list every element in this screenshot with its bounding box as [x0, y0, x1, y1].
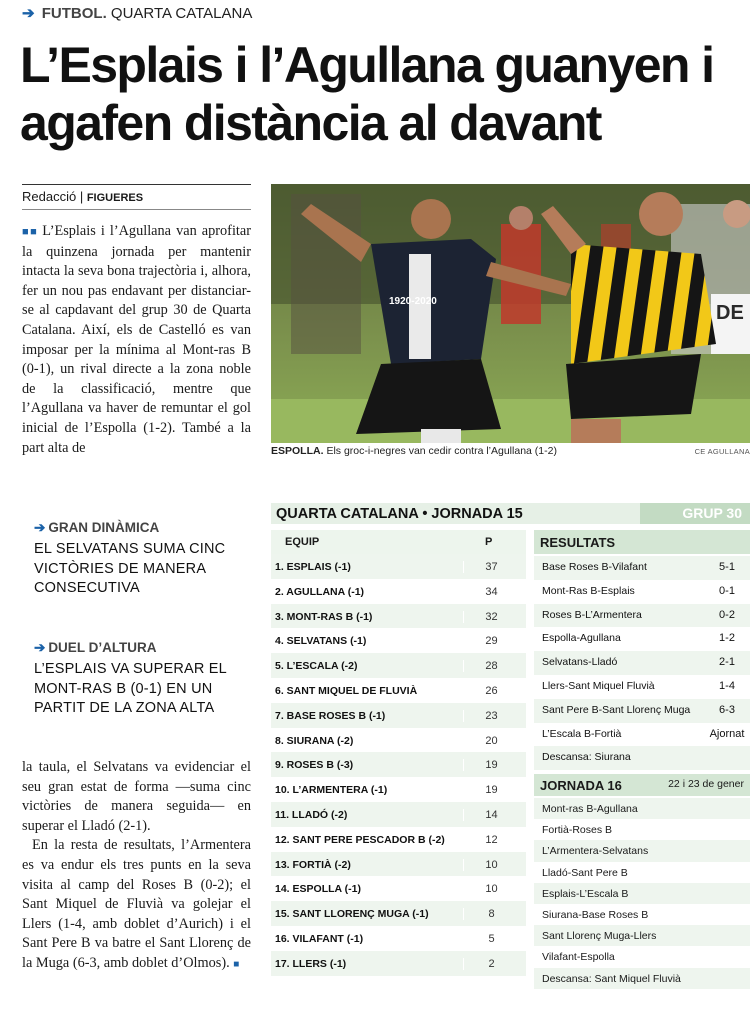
caption-text: Els groc-i-negres van cedir contra l’Agullana (1-2)	[326, 445, 557, 457]
sidebar-kicker: DUEL D’ALTURA	[48, 640, 157, 655]
byline-separator: |	[79, 189, 87, 204]
end-mark-icon: ■	[233, 958, 240, 970]
article-paragraph-1	[22, 222, 251, 458]
caption-label: ESPOLLA.	[271, 445, 324, 457]
team-points: 10	[463, 859, 519, 871]
column-team: EQUIP	[285, 536, 320, 548]
team-points: 12	[463, 834, 519, 846]
headline: L’Esplais i l’Agullana guanyen i agafen distància al davant	[20, 37, 714, 151]
team-points: 2	[463, 958, 519, 970]
result-row	[534, 675, 750, 699]
team-points: 37	[463, 561, 519, 573]
result-match: Sant Pere B-Sant Llorenç Muga	[542, 703, 691, 716]
table-row	[271, 951, 526, 976]
sidebar-text: EL SELVATANS SUMA CINC VICTÒRIES DE MANERA CONSECUTIVA	[34, 541, 226, 596]
sidebar-text: L’ESPLAIS VA SUPERAR EL MONT-RAS B (0-1) EN UN PARTIT DE LA ZONA ALTA	[34, 661, 227, 716]
results-header	[534, 530, 750, 554]
fixtures-list	[534, 798, 750, 989]
table-row	[271, 678, 526, 703]
team-name: 3. MONT-RAS B (-1)	[275, 610, 373, 623]
team-name: 4. SELVATANS (-1)	[275, 635, 367, 648]
arrow-right-icon: ➔	[22, 5, 35, 22]
team-points: 34	[463, 586, 519, 598]
fixture-row	[534, 968, 750, 989]
result-match: Espolla-Agullana	[542, 632, 621, 645]
fixture-row	[534, 904, 750, 925]
table-row	[271, 703, 526, 728]
byline-city: FIGUERES	[86, 192, 144, 204]
table-row	[271, 926, 526, 951]
result-row	[534, 556, 750, 580]
result-score: 1-2	[719, 632, 735, 645]
result-match: Llers-Sant Miquel Fluvià	[542, 679, 655, 692]
photo-credit: CE AGULLANA	[694, 447, 750, 456]
table-title: QUARTA CATALANA • JORNADA 15	[276, 506, 523, 522]
byline-author: Redacció	[22, 189, 77, 204]
team-name: 10. L’ARMENTERA (-1)	[275, 784, 388, 797]
team-name: 6. SANT MIQUEL DE FLUVIÀ	[275, 684, 418, 697]
team-points: 20	[463, 735, 519, 747]
fixture-match: Siurana-Base Roses B	[542, 908, 649, 921]
team-points: 29	[463, 635, 519, 647]
result-match: Base Roses B-Vilafant	[542, 561, 647, 573]
result-match: Mont-Ras B-Esplais	[542, 584, 635, 597]
result-match: Selvatans-Lladó	[542, 656, 618, 669]
table-row	[271, 728, 526, 753]
table-row	[271, 628, 526, 653]
team-name: 2. AGULLANA (-1)	[275, 585, 365, 598]
fixture-row	[534, 819, 750, 840]
team-name: 16. VILAFANT (-1)	[275, 932, 364, 945]
fixture-match: Esplais-L’Escala B	[542, 887, 629, 900]
table-row	[271, 777, 526, 802]
table-title-bar	[271, 503, 750, 524]
result-row	[534, 746, 750, 770]
team-points: 14	[463, 809, 519, 821]
results-title: RESULTATS	[540, 535, 616, 550]
team-name: 12. SANT PERE PESCADOR B (-2)	[275, 833, 445, 846]
table-row	[271, 901, 526, 926]
result-score: 1-4	[719, 679, 735, 692]
fixture-row	[534, 946, 750, 967]
result-row	[534, 699, 750, 723]
table-row	[271, 653, 526, 678]
arrow-right-icon: ➔	[34, 640, 46, 655]
standings-table	[271, 530, 526, 976]
next-round-header	[534, 774, 750, 796]
team-points: 28	[463, 660, 519, 672]
sidebar-kicker: GRAN DINÀMICA	[48, 520, 160, 535]
team-name: 9. ROSES B (-3)	[275, 759, 354, 772]
article-paragraph-2-text: la taula, el Selvatans va evidenciar el seu gran estat de forma —suma cinc victòries de manera seguida— en superar el Lladó (2-1).	[22, 759, 251, 834]
article-paragraph-1-text: L’Esplais i l’Agullana van aprofitar la quinzena jornada per mantenir intacta la seva bona trajectòria i, alhora, fer un nou pas endavant per distanciar-se al capdavant del grup 30 de Quarta Catalana. Així, els de Castelló es van imposar per la mínima al Mont-ras B (0-1), un rival directe a la zona noble de la classificació, mentre que l’Agullana va haver de remuntar el gol inicial de l’Espolla (1-2). També a la part alta de	[22, 223, 251, 456]
result-score: 6-3	[719, 703, 735, 716]
team-name: 11. LLADÓ (-2)	[275, 808, 348, 821]
table-row	[271, 876, 526, 901]
fixture-row	[534, 883, 750, 904]
result-score: 2-1	[719, 656, 735, 669]
table-row	[271, 554, 526, 579]
fixture-row	[534, 862, 750, 883]
section-sport: FUTBOL.	[41, 5, 107, 22]
result-score: 5-1	[719, 561, 735, 573]
match-photo	[271, 184, 750, 443]
team-name: 15. SANT LLORENÇ MUGA (-1)	[275, 908, 429, 921]
table-row	[271, 752, 526, 777]
team-points: 32	[463, 611, 519, 623]
result-row	[534, 651, 750, 675]
result-row	[534, 627, 750, 651]
article-paragraph-2	[22, 758, 251, 975]
group-label: GRUP 30	[640, 503, 750, 524]
team-points: 23	[463, 710, 519, 722]
table-row	[271, 579, 526, 604]
team-points: 8	[463, 908, 519, 920]
fixture-row	[534, 925, 750, 946]
team-name: 5. L’ESCALA (-2)	[275, 660, 358, 673]
team-points: 10	[463, 883, 519, 895]
result-row	[534, 580, 750, 604]
fixture-match: Mont-ras B-Agullana	[542, 803, 638, 815]
paragraph-marker-icon: ■■	[22, 226, 39, 238]
fixture-row	[534, 840, 750, 861]
results-list	[534, 556, 750, 770]
byline	[22, 184, 251, 210]
team-points: 26	[463, 685, 519, 697]
fixture-match: Vilafant-Espolla	[542, 951, 615, 964]
sidebar-quote-1	[34, 520, 244, 599]
fixture-match: L’Armentera-Selvatans	[542, 845, 649, 858]
team-name: 7. BASE ROSES B (-1)	[275, 709, 386, 722]
fixture-row	[534, 798, 750, 819]
team-points: 19	[463, 759, 519, 771]
team-name: 1. ESPLAIS (-1)	[275, 561, 351, 573]
next-round-title: JORNADA 16	[540, 778, 622, 793]
team-points: 5	[463, 933, 519, 945]
shirt-text: 1920-2020	[389, 296, 437, 307]
fixture-match: Lladó-Sant Pere B	[542, 866, 628, 879]
standings-header	[271, 530, 526, 554]
result-match: Roses B-L’Armentera	[542, 608, 642, 621]
result-row	[534, 723, 750, 747]
team-name: 13. FORTIÀ (-2)	[275, 858, 351, 871]
table-row	[271, 604, 526, 629]
result-match: L’Escala B-Fortià	[542, 727, 622, 740]
section-tag	[22, 4, 252, 22]
column-points: P	[485, 536, 493, 548]
result-row	[534, 604, 750, 628]
result-score: 0-1	[719, 584, 735, 597]
article-paragraph-3-text: En la resta de resultats, l’Armentera es va endur els tres punts en la seva visita al camp del Roses B (0-2); el Sant Miquel de Fluvià va golejar el Llers (1-4, amb doblet d’Aurich) i el Sant Pere B va batre el Sant Llorenç de la Muga (6-3, amb doblet d’Olmos).	[22, 837, 251, 971]
table-row	[271, 827, 526, 852]
team-name: 17. LLERS (-1)	[275, 957, 347, 970]
photo-caption	[271, 445, 750, 457]
fixture-match: Fortià-Roses B	[542, 824, 613, 837]
team-name: 8. SIURANA (-2)	[275, 734, 354, 747]
result-match: Descansa: Siurana	[542, 751, 631, 764]
fixture-match: Descansa: Sant Miquel Fluvià	[542, 972, 681, 985]
result-score: Ajornat	[709, 727, 745, 740]
team-name: 14. ESPOLLA (-1)	[275, 883, 361, 896]
arrow-right-icon: ➔	[34, 520, 46, 535]
banner-text: DE	[716, 302, 744, 324]
result-score: 0-2	[719, 608, 735, 621]
table-row	[271, 852, 526, 877]
table-row	[271, 802, 526, 827]
fixture-match: Sant Llorenç Muga-Llers	[542, 930, 657, 943]
next-round-date: 22 i 23 de gener	[668, 778, 744, 790]
section-league: QUARTA CATALANA	[110, 5, 253, 22]
sidebar-quote-2	[34, 640, 244, 719]
team-points: 19	[463, 784, 519, 796]
